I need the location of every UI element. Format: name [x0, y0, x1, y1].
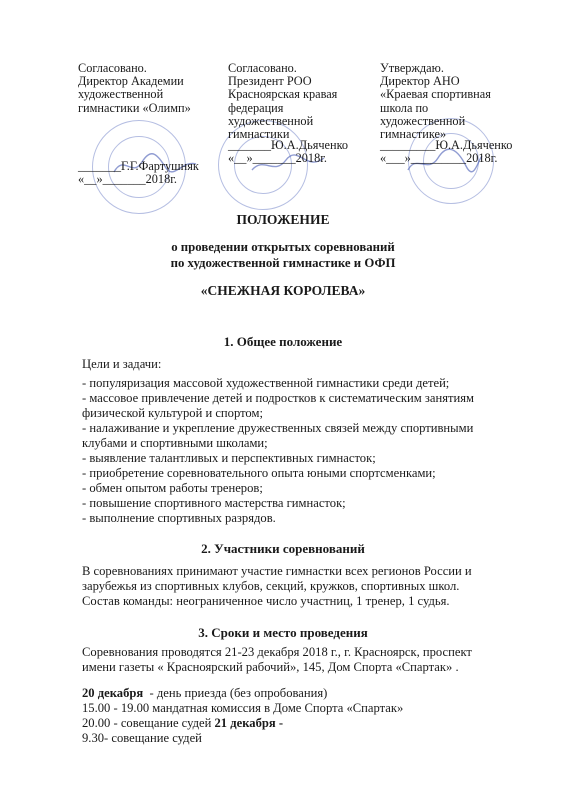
section-heading-general: 1. Общее положение — [223, 334, 343, 349]
participants-paragraph — [82, 564, 522, 609]
approval-date: «__»_______2018г. — [228, 151, 327, 166]
dates-paragraph — [82, 645, 522, 675]
approval-line: гимнастики «Олимп» — [78, 100, 191, 115]
approval-line: Утверждаю. — [380, 61, 444, 75]
approval-line: художественной — [78, 87, 164, 102]
approval-line: Согласовано. — [228, 61, 297, 75]
schedule — [82, 686, 522, 746]
approval-line: художественной — [380, 113, 466, 128]
section-heading-dates-venue: 3. Сроки и место проведения — [198, 625, 368, 640]
approval-block-director — [380, 62, 540, 166]
approval-line: Директор АНО — [380, 74, 460, 89]
approval-block-federation — [228, 62, 378, 166]
goals-list — [82, 376, 522, 526]
paragraph-line: Состав команды: неограниченное число участниц, 1 тренер, 1 судья. — [82, 594, 450, 608]
list-item: - выполнение спортивных разрядов. — [82, 511, 276, 525]
list-item: - обмен опытом работы тренеров; — [82, 481, 263, 495]
approval-signer: _______Г.Г.Фартушняк — [78, 158, 199, 173]
approval-line: гимнастики — [228, 127, 290, 142]
approval-line: федерация — [228, 100, 284, 115]
approval-line: гимнастике» — [380, 127, 447, 142]
section-heading-participants: 2. Участники соревнований — [201, 541, 365, 556]
paragraph-line: Соревнования проводятся 21-23 декабря 2018 г., г. Красноярск, проспект — [82, 645, 472, 659]
paragraph-line: имени газеты « Красноярский рабочий», 145, Дом Спорта «Спартак» . — [82, 660, 459, 674]
approval-line: Красноярская кравая — [228, 87, 338, 102]
approval-line: Директор Академии — [78, 74, 184, 89]
list-item: клубами и спортивными школами; — [82, 436, 268, 450]
document-title: ПОЛОЖЕНИЕ — [236, 212, 330, 227]
schedule-date: 20 декабря — [82, 686, 144, 700]
document-subtitle-2: по художественной гимнастике и ОФП — [170, 256, 396, 270]
schedule-row — [82, 716, 522, 731]
schedule-row: 15.00 - 19.00 мандатная комиссия в Доме Спорта «Спартак» — [82, 701, 404, 715]
approval-signer: _______Ю.А.Дьяченко — [228, 138, 349, 153]
list-item: - массовое привлечение детей и подростков к систематическим занятиям — [82, 391, 474, 405]
paragraph-line: В соревнованиях принимают участие гимнастки всех регионов России и — [82, 564, 472, 578]
goals-label: Цели и задачи: — [82, 357, 162, 371]
list-item: - приобретение соревновательного опыта юными спортсменками; — [82, 466, 436, 480]
approval-date: «___»_________2018г. — [380, 151, 498, 166]
event-name: «СНЕЖНАЯ КОРОЛЕВА» — [200, 283, 366, 298]
list-item: - повышение спортивного мастерства гимнасток; — [82, 496, 346, 510]
list-item: - налаживание и укрепление дружественных связей между спортивными — [82, 421, 474, 435]
schedule-text: 20.00 - совещание судей — [82, 716, 215, 730]
approval-line: художественной — [228, 113, 314, 128]
schedule-row — [82, 686, 522, 701]
approval-signer: _________Ю.А.Дьяченко — [380, 138, 513, 153]
approval-line: Согласовано. — [78, 61, 147, 75]
approval-line: Президент РОО — [228, 74, 312, 89]
schedule-date: 21 декабря - — [214, 716, 284, 730]
paragraph-line: зарубежья из спортивных клубов, секций, кружков, спортивных школ. — [82, 579, 460, 593]
approval-line: школа по — [380, 100, 429, 115]
list-item: физической культурой и спортом; — [82, 406, 263, 420]
approval-block-academy — [78, 62, 226, 186]
schedule-row: 9.30- совещание судей — [82, 731, 202, 745]
document-subtitle-1: о проведении открытых соревнований — [171, 240, 395, 254]
list-item: - популяризация массовой художественной гимнастики среди детей; — [82, 376, 450, 390]
list-item: - выявление талантливых и перспективных гимнасток; — [82, 451, 376, 465]
schedule-text: - день приезда (без опробования) — [143, 686, 328, 700]
approval-date: «__»_______2018г. — [78, 172, 177, 187]
approval-line: «Краевая спортивная — [380, 87, 491, 102]
